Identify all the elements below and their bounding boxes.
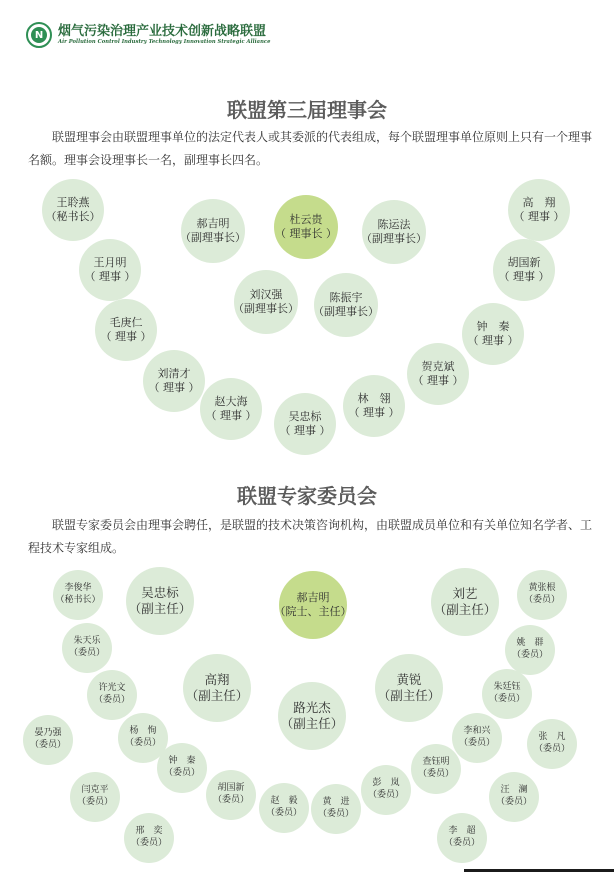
council-member-node: [493, 239, 555, 301]
member-role: （ 理事 ）: [148, 381, 200, 394]
member-name: 汪 澜: [500, 785, 528, 796]
member-role: （副主任）: [185, 688, 249, 703]
member-name: 胡国新: [507, 255, 541, 269]
member-role: （秘书长）: [45, 210, 101, 223]
org-name-cn: 烟气污染治理产业技术创新战略联盟: [58, 24, 267, 39]
member-role: （委员）: [212, 795, 249, 805]
member-name: 刘艺: [452, 585, 478, 601]
member-name: 毛庚仁: [109, 315, 143, 329]
alliance-header: [26, 18, 270, 52]
expert-member-node: [23, 715, 73, 765]
member-name: 朱廷钰: [493, 682, 521, 693]
council-member-node: [314, 273, 378, 337]
council-member-node: [274, 393, 336, 455]
expert-member-node: [62, 623, 112, 673]
member-role: （副主任）: [433, 602, 497, 617]
member-name: 陈振宇: [329, 290, 363, 304]
member-name: 高翔: [204, 671, 230, 687]
council-member-node: [407, 343, 469, 405]
council-member-node: [362, 200, 426, 264]
member-name: 晏乃强: [34, 728, 62, 739]
expert-member-node: [124, 813, 174, 863]
member-role: （ 理事 ）: [513, 210, 565, 223]
expert-member-node: [489, 772, 539, 822]
expert-member-node: [259, 783, 309, 833]
member-name: 闫克平: [81, 785, 109, 796]
expert-member-node: [311, 784, 361, 834]
council-member-node: [274, 195, 338, 259]
member-name: 杨 恂: [129, 726, 157, 737]
member-role: （委员）: [163, 768, 200, 778]
expert-member-node: [157, 743, 207, 793]
member-name: 李和兴: [463, 726, 491, 737]
member-role: （委员）: [130, 838, 167, 848]
member-role: （副理事长）: [233, 302, 299, 315]
member-role: （副主任）: [377, 688, 441, 703]
alliance-logo-icon: N: [26, 22, 52, 48]
member-name: 钟 秦: [476, 319, 510, 333]
member-name: 张 凡: [538, 732, 566, 743]
member-name: 赵大海: [214, 394, 248, 408]
member-role: （院士、主任）: [274, 605, 352, 618]
member-role: （ 理事 ）: [467, 334, 519, 347]
expert-member-node: [527, 719, 577, 769]
expert-member-node: [411, 744, 461, 794]
member-name: 邢 奕: [135, 826, 163, 837]
member-role: （委员）: [443, 838, 480, 848]
expert-member-node: [437, 813, 487, 863]
member-name: 姚 群: [516, 638, 544, 649]
council-member-node: [143, 350, 205, 412]
member-name: 朱天乐: [73, 636, 101, 647]
member-name: 贺克斌: [421, 359, 455, 373]
expert-member-node: [126, 567, 194, 635]
org-name-en: Air Pollution Control Industry Technology Innovation Strategic Alliance: [58, 39, 271, 45]
member-role: （秘书长）: [55, 595, 101, 605]
member-role: （副理事长）: [361, 232, 427, 245]
member-role: （副理事长）: [180, 231, 246, 244]
council-member-node: [343, 375, 405, 437]
member-name: 钟 秦: [168, 756, 196, 767]
member-role: （副主任）: [280, 716, 344, 731]
member-role: （ 理事长 ）: [275, 227, 337, 240]
experts-intro: 联盟专家委员会由理事会聘任，是联盟的技术决策咨询机构，由联盟成员单位和有关单位知名学者、工程技术专家组成。: [28, 518, 593, 555]
member-name: 胡国新: [217, 783, 245, 794]
member-role: （委员）: [68, 648, 105, 658]
member-name: 陈运法: [377, 217, 411, 231]
council-member-node: [79, 239, 141, 301]
member-role: （委员）: [76, 797, 113, 807]
member-name: 黄 进: [322, 797, 350, 808]
member-role: （ 理事 ）: [498, 270, 550, 283]
member-name: 吴忠标: [288, 409, 322, 423]
council-title: 联盟第三届理事会: [227, 98, 387, 122]
expert-member-node: [517, 570, 567, 620]
expert-member-node: [70, 772, 120, 822]
member-name: 路光杰: [293, 699, 331, 715]
member-name: 赵 毅: [270, 796, 298, 807]
member-role: （ 理事 ）: [279, 424, 331, 437]
expert-member-node: [375, 654, 443, 722]
member-role: （委员）: [523, 595, 560, 605]
member-name: 王月明: [93, 255, 127, 269]
member-name: 彭 岚: [372, 778, 400, 789]
council-member-node: [181, 199, 245, 263]
member-role: （ 理事 ）: [100, 330, 152, 343]
member-role: （ 理事 ）: [348, 406, 400, 419]
expert-member-node: [361, 765, 411, 815]
member-role: （委员）: [458, 738, 495, 748]
member-role: （ 理事 ）: [412, 374, 464, 387]
member-role: （委员）: [417, 769, 454, 779]
member-role: （委员）: [367, 790, 404, 800]
member-name: 黄张根: [528, 583, 556, 594]
council-member-node: [42, 179, 104, 241]
member-role: （委员）: [265, 808, 302, 818]
expert-member-node: [482, 669, 532, 719]
member-role: （ 理事 ）: [205, 409, 257, 422]
member-name: 吴忠标: [141, 584, 179, 600]
council-intro: 联盟理事会由联盟理事单位的法定代表人或其委派的代表组成，每个联盟理事单位原则上只有一个理事名额。理事会设理事长一名，副理事长四名。: [28, 130, 593, 167]
member-role: （委员）: [29, 740, 66, 750]
member-name: 林 翎: [357, 391, 391, 405]
member-name: 李俊华: [64, 583, 92, 594]
member-role: （副理事长）: [313, 305, 379, 318]
member-role: （委员）: [488, 694, 525, 704]
expert-member-node: [206, 770, 256, 820]
member-role: （副主任）: [128, 601, 192, 616]
expert-member-node: [278, 682, 346, 750]
member-role: （委员）: [317, 809, 354, 819]
member-name: 刘清才: [157, 366, 191, 380]
member-name: 高 翔: [522, 195, 556, 209]
member-name: 查钰明: [422, 757, 450, 768]
expert-member-node: [431, 568, 499, 636]
council-member-node: [508, 179, 570, 241]
council-member-node: [95, 299, 157, 361]
experts-title: 联盟专家委员会: [237, 484, 377, 508]
council-member-node: [234, 270, 298, 334]
expert-member-node: [183, 654, 251, 722]
expert-member-node: [274, 571, 352, 639]
member-role: （委员）: [495, 797, 532, 807]
member-role: （ 理事 ）: [84, 270, 136, 283]
member-name: 刘汉强: [249, 287, 283, 301]
member-name: 郝吉明: [296, 590, 330, 604]
member-role: （委员）: [93, 695, 130, 705]
expert-member-node: [452, 713, 502, 763]
council-member-node: [200, 378, 262, 440]
member-name: 郝吉明: [196, 216, 230, 230]
member-name: 王聆燕: [56, 195, 90, 209]
member-role: （委员）: [511, 650, 548, 660]
member-name: 黄锐: [396, 671, 422, 687]
expert-member-node: [53, 570, 103, 620]
expert-member-node: [505, 625, 555, 675]
member-name: 杜云贵: [289, 212, 323, 226]
member-name: 许光文: [98, 683, 126, 694]
expert-member-node: [87, 670, 137, 720]
member-role: （委员）: [533, 744, 570, 754]
member-name: 李 超: [448, 826, 476, 837]
member-role: （委员）: [124, 738, 161, 748]
council-member-node: [462, 303, 524, 365]
